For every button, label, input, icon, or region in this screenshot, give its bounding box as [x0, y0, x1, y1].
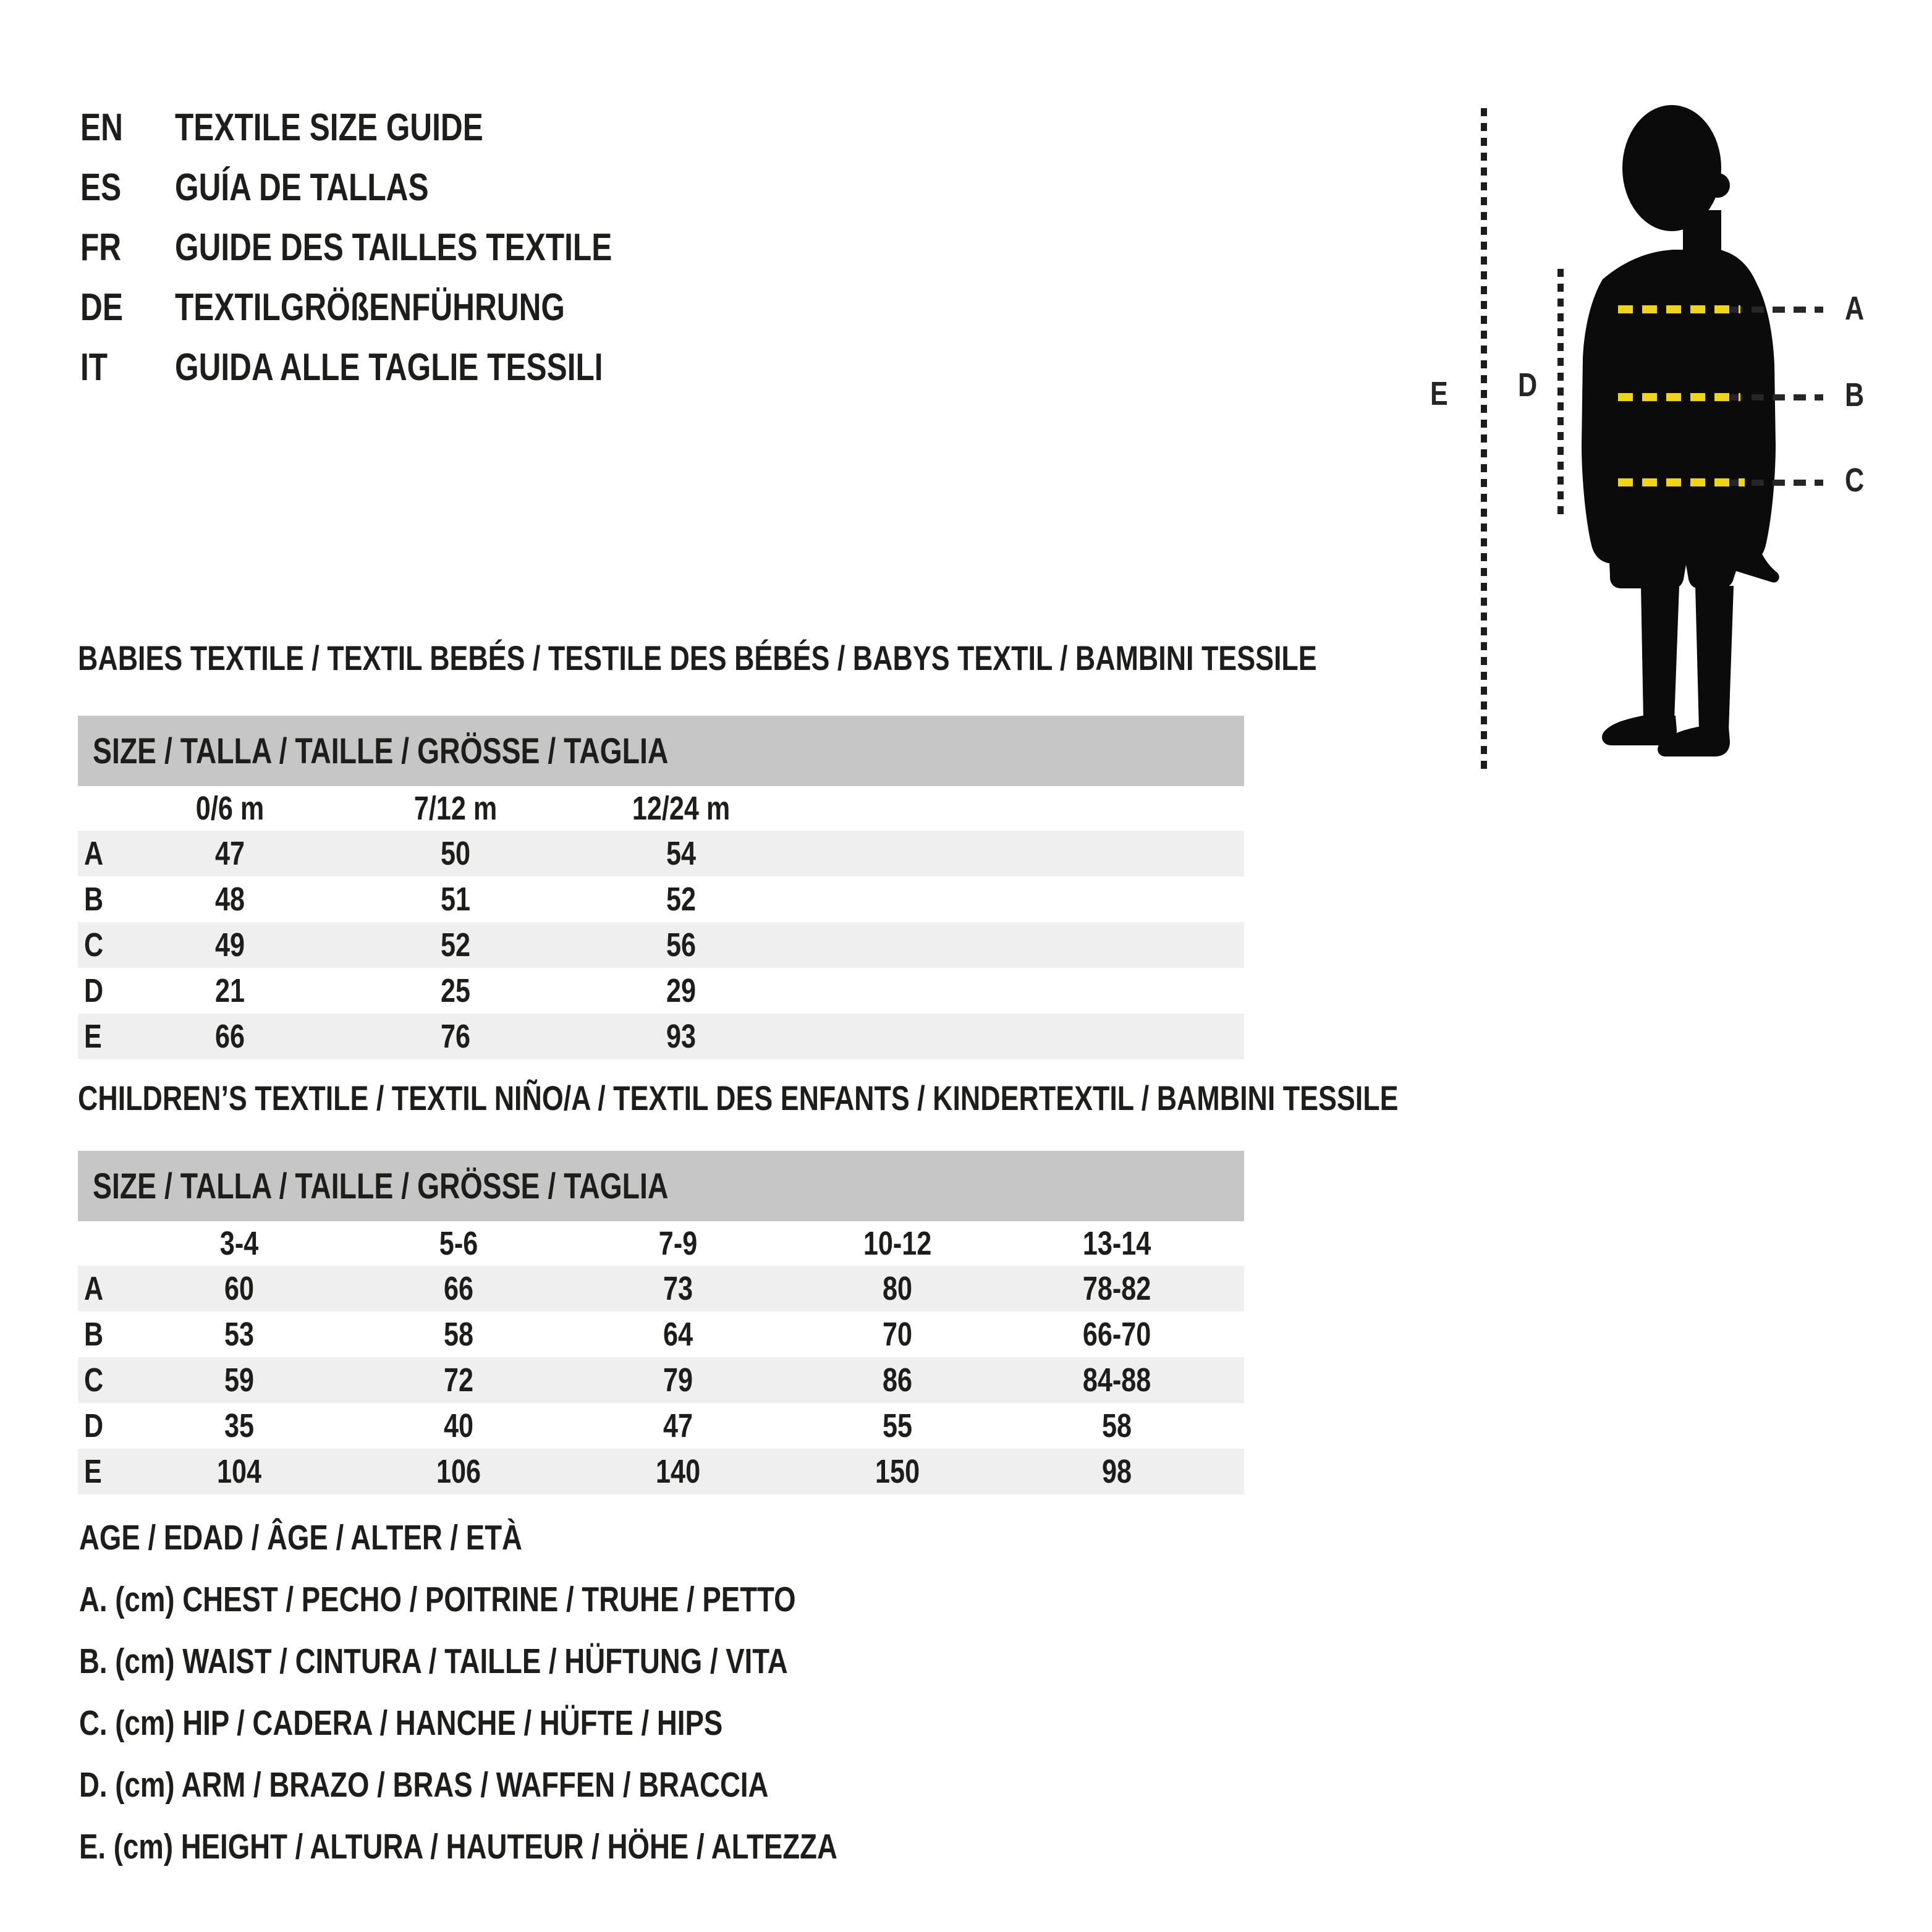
- height-measure-line-e: [1481, 108, 1487, 769]
- table-row: [78, 922, 1244, 968]
- size-value: 47: [215, 835, 245, 872]
- column-header: 5-6: [439, 1225, 478, 1262]
- size-value: 52: [441, 926, 471, 964]
- row-label: C: [84, 1362, 104, 1399]
- table-row: [78, 1357, 1244, 1403]
- size-value: 48: [215, 881, 245, 918]
- arm-measure-line-d: [1557, 269, 1564, 519]
- row-label: D: [84, 972, 104, 1009]
- size-value: 98: [1102, 1453, 1132, 1490]
- column-header: 13-14: [1083, 1225, 1151, 1262]
- row-label: B: [84, 1316, 104, 1353]
- size-value: 66-70: [1083, 1316, 1151, 1353]
- size-value: 140: [656, 1453, 701, 1490]
- language-title: TEXTILGRÖßENFÜHRUNG: [175, 286, 565, 329]
- language-title: GUIDE DES TAILLES TEXTILE: [175, 226, 612, 269]
- size-value: 52: [666, 881, 697, 918]
- chest-measure-line-a: [1618, 305, 1740, 313]
- size-value: 54: [666, 835, 697, 872]
- size-value: 58: [444, 1316, 474, 1353]
- size-value: 55: [883, 1407, 913, 1444]
- waist-measure-line-b: [1618, 393, 1740, 401]
- child-silhouette: [1573, 99, 1802, 773]
- size-value: 84-88: [1083, 1362, 1151, 1399]
- legend-line-hip: C. (cm) HIP / CADERA / HANCHE / HÜFTE / HIPS: [79, 1703, 723, 1743]
- size-value: 76: [441, 1018, 471, 1055]
- measure-label-d: D: [1518, 366, 1538, 404]
- size-value: 49: [215, 926, 245, 964]
- size-value: 79: [663, 1362, 693, 1399]
- size-value: 70: [883, 1316, 913, 1353]
- row-label: E: [84, 1018, 102, 1055]
- size-value: 59: [224, 1362, 255, 1399]
- legend-line-chest: A. (cm) CHEST / PECHO / POITRINE / TRUHE / PETTO: [79, 1580, 796, 1619]
- size-value: 66: [215, 1018, 245, 1055]
- language-row-it: [80, 337, 721, 397]
- table-row: [78, 876, 1244, 922]
- language-title: TEXTILE SIZE GUIDE: [175, 106, 483, 149]
- hip-measure-line-c: [1618, 478, 1745, 486]
- babies-size-header-bar: SIZE / TALLA / TAILLE / GRÖSSE / TAGLIA: [78, 716, 1244, 786]
- row-label: B: [84, 881, 104, 918]
- size-value: 80: [883, 1270, 913, 1307]
- language-row-en: [80, 98, 721, 158]
- babies-size-table: [78, 716, 1244, 1059]
- size-value: 29: [666, 972, 697, 1009]
- babies-column-header-row: [78, 786, 1244, 831]
- legend-line-age: AGE / EDAD / ÂGE / ALTER / ETÀ: [79, 1518, 522, 1557]
- language-row-fr: [80, 218, 721, 278]
- column-header: 12/24 m: [632, 790, 731, 827]
- language-code: EN: [80, 106, 123, 149]
- size-value: 93: [666, 1018, 697, 1055]
- column-header: 0/6 m: [196, 790, 265, 827]
- measure-label-a: A: [1845, 290, 1865, 327]
- language-row-es: [80, 158, 721, 218]
- size-value: 64: [663, 1316, 693, 1353]
- column-header: 7-9: [659, 1225, 698, 1262]
- size-value: 25: [441, 972, 471, 1009]
- table-row: [78, 1449, 1244, 1494]
- language-code: IT: [80, 346, 108, 389]
- size-value: 35: [224, 1407, 255, 1444]
- size-value: 56: [666, 926, 697, 964]
- size-value: 51: [441, 881, 471, 918]
- language-title: GUÍA DE TALLAS: [175, 166, 429, 209]
- size-value: 78-82: [1083, 1270, 1151, 1307]
- children-size-header-bar: SIZE / TALLA / TAILLE / GRÖSSE / TAGLIA: [78, 1151, 1244, 1221]
- row-label: A: [84, 1270, 104, 1307]
- table-row: [78, 1403, 1244, 1449]
- measure-label-c: C: [1845, 462, 1865, 499]
- language-code: ES: [80, 166, 122, 209]
- babies-section-title: BABIES TEXTILE / TEXTIL BEBÉS / TESTILE DES BÉBÉS / BABYS TEXTIL / BAMBINI TESSILE: [78, 638, 1317, 677]
- size-value: 50: [441, 835, 471, 872]
- table-row: [78, 1311, 1244, 1357]
- table-row: [78, 1266, 1244, 1311]
- measure-label-b: B: [1845, 376, 1865, 413]
- language-row-de: [80, 278, 721, 337]
- size-value: 47: [663, 1407, 693, 1444]
- language-code: DE: [80, 286, 123, 329]
- waist-measure-line-b-extension: [1731, 394, 1823, 400]
- size-value: 73: [663, 1270, 693, 1307]
- size-value: 106: [436, 1453, 481, 1490]
- legend-line-waist: B. (cm) WAIST / CINTURA / TAILLE / HÜFTUNG / VITA: [79, 1642, 788, 1681]
- size-value: 53: [224, 1316, 255, 1353]
- size-value: 58: [1102, 1407, 1132, 1444]
- row-label: C: [84, 926, 104, 964]
- column-header: 7/12 m: [414, 790, 498, 827]
- column-header: 3-4: [220, 1225, 259, 1262]
- chest-measure-line-a-extension: [1731, 307, 1823, 313]
- size-value: 66: [444, 1270, 474, 1307]
- size-value: 150: [875, 1453, 920, 1490]
- legend-line-arm: D. (cm) ARM / BRAZO / BRAS / WAFFEN / BRACCIA: [79, 1765, 769, 1805]
- row-label: D: [84, 1407, 104, 1444]
- measure-label-e: E: [1430, 375, 1448, 412]
- size-value: 60: [224, 1270, 255, 1307]
- table-row: [78, 1014, 1244, 1059]
- children-column-header-row: [78, 1221, 1244, 1266]
- table-row: [78, 968, 1244, 1014]
- language-title: GUIDA ALLE TAGLIE TESSILI: [175, 346, 603, 389]
- size-value: 21: [215, 972, 245, 1009]
- language-title-list: [80, 98, 721, 397]
- table-row: [78, 831, 1244, 876]
- size-value: 104: [217, 1453, 262, 1490]
- children-section-title: CHILDREN’S TEXTILE / TEXTIL NIÑO/A / TEXTIL DES ENFANTS / KINDERTEXTIL / BAMBINI TESSILE: [78, 1078, 1399, 1117]
- children-size-table: [78, 1151, 1244, 1494]
- language-code: FR: [80, 226, 122, 269]
- measurement-legend: [79, 1507, 1027, 1878]
- row-label: A: [84, 835, 104, 872]
- size-value: 86: [883, 1362, 913, 1399]
- legend-line-height: E. (cm) HEIGHT / ALTURA / HAUTEUR / HÖHE / ALTEZZA: [79, 1827, 837, 1866]
- size-value: 72: [444, 1362, 474, 1399]
- column-header: 10-12: [863, 1225, 932, 1262]
- size-value: 40: [444, 1407, 474, 1444]
- row-label: E: [84, 1453, 102, 1490]
